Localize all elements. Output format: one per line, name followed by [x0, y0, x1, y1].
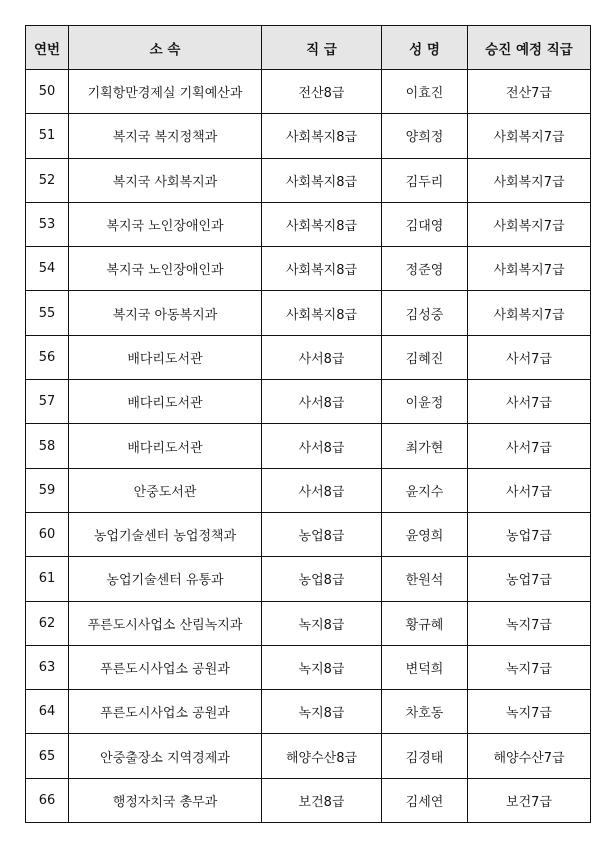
cell-name: 김세연	[382, 778, 468, 822]
cell-grade: 전산8급	[262, 70, 382, 114]
cell-next-grade: 사서7급	[468, 468, 591, 512]
cell-grade: 사회복지8급	[262, 247, 382, 291]
table-row	[26, 424, 591, 468]
cell-name: 김경태	[382, 734, 468, 778]
header-name: 성 명	[382, 26, 468, 70]
cell-no: 66	[26, 778, 69, 822]
cell-dept: 복지국 노인장애인과	[69, 247, 262, 291]
cell-name: 김혜진	[382, 335, 468, 379]
cell-grade: 보건8급	[262, 778, 382, 822]
cell-grade: 농업8급	[262, 512, 382, 556]
table-row	[26, 70, 591, 114]
cell-name: 김두리	[382, 158, 468, 202]
cell-next-grade: 사회복지7급	[468, 114, 591, 158]
cell-next-grade: 해양수산7급	[468, 734, 591, 778]
table-row	[26, 778, 591, 822]
promotion-table	[25, 25, 591, 823]
cell-grade: 사서8급	[262, 380, 382, 424]
table-row	[26, 601, 591, 645]
cell-next-grade: 사회복지7급	[468, 202, 591, 246]
cell-next-grade: 전산7급	[468, 70, 591, 114]
cell-dept: 푸른도시사업소 공원과	[69, 690, 262, 734]
cell-name: 이효진	[382, 70, 468, 114]
table-row	[26, 512, 591, 556]
cell-grade: 사서8급	[262, 335, 382, 379]
cell-next-grade: 농업7급	[468, 512, 591, 556]
cell-grade: 사서8급	[262, 468, 382, 512]
cell-dept: 푸른도시사업소 공원과	[69, 645, 262, 689]
cell-no: 59	[26, 468, 69, 512]
header-row	[26, 26, 591, 70]
cell-dept: 배다리도서관	[69, 380, 262, 424]
cell-dept: 안중출장소 지역경제과	[69, 734, 262, 778]
cell-grade: 해양수산8급	[262, 734, 382, 778]
cell-next-grade: 보건7급	[468, 778, 591, 822]
cell-next-grade: 사회복지7급	[468, 291, 591, 335]
cell-no: 65	[26, 734, 69, 778]
table-row	[26, 380, 591, 424]
header-no: 연번	[26, 26, 69, 70]
cell-name: 차호동	[382, 690, 468, 734]
cell-no: 57	[26, 380, 69, 424]
cell-dept: 배다리도서관	[69, 424, 262, 468]
table-row	[26, 557, 591, 601]
cell-name: 윤지수	[382, 468, 468, 512]
cell-dept: 복지국 노인장애인과	[69, 202, 262, 246]
cell-no: 55	[26, 291, 69, 335]
table-row	[26, 291, 591, 335]
table-row	[26, 468, 591, 512]
cell-name: 변덕희	[382, 645, 468, 689]
table-row	[26, 690, 591, 734]
cell-next-grade: 사회복지7급	[468, 158, 591, 202]
table-row	[26, 114, 591, 158]
cell-no: 64	[26, 690, 69, 734]
cell-grade: 녹지8급	[262, 601, 382, 645]
cell-name: 윤영희	[382, 512, 468, 556]
table-row	[26, 734, 591, 778]
cell-grade: 사회복지8급	[262, 114, 382, 158]
cell-no: 56	[26, 335, 69, 379]
cell-name: 최가현	[382, 424, 468, 468]
cell-no: 51	[26, 114, 69, 158]
cell-grade: 사서8급	[262, 424, 382, 468]
cell-next-grade: 녹지7급	[468, 645, 591, 689]
cell-name: 정준영	[382, 247, 468, 291]
table-row	[26, 202, 591, 246]
header-dept: 소 속	[69, 26, 262, 70]
cell-no: 53	[26, 202, 69, 246]
cell-name: 김대영	[382, 202, 468, 246]
cell-grade: 농업8급	[262, 557, 382, 601]
table-row	[26, 247, 591, 291]
cell-grade: 사회복지8급	[262, 202, 382, 246]
header-grade: 직 급	[262, 26, 382, 70]
header-next-grade: 승진 예정 직급	[468, 26, 591, 70]
cell-next-grade: 사서7급	[468, 424, 591, 468]
cell-dept: 복지국 아동복지과	[69, 291, 262, 335]
cell-grade: 녹지8급	[262, 645, 382, 689]
cell-dept: 농업기술센터 농업정책과	[69, 512, 262, 556]
cell-next-grade: 사서7급	[468, 335, 591, 379]
cell-name: 이윤정	[382, 380, 468, 424]
cell-no: 54	[26, 247, 69, 291]
cell-next-grade: 사서7급	[468, 380, 591, 424]
table-row	[26, 158, 591, 202]
cell-no: 63	[26, 645, 69, 689]
cell-no: 50	[26, 70, 69, 114]
cell-name: 한원석	[382, 557, 468, 601]
cell-no: 52	[26, 158, 69, 202]
table-row	[26, 335, 591, 379]
cell-name: 황규혜	[382, 601, 468, 645]
cell-name: 양희정	[382, 114, 468, 158]
cell-next-grade: 녹지7급	[468, 601, 591, 645]
cell-next-grade: 농업7급	[468, 557, 591, 601]
cell-no: 61	[26, 557, 69, 601]
cell-dept: 안중도서관	[69, 468, 262, 512]
cell-dept: 기획항만경제실 기획예산과	[69, 70, 262, 114]
cell-no: 60	[26, 512, 69, 556]
cell-dept: 복지국 사회복지과	[69, 158, 262, 202]
cell-no: 62	[26, 601, 69, 645]
cell-next-grade: 녹지7급	[468, 690, 591, 734]
cell-next-grade: 사회복지7급	[468, 247, 591, 291]
cell-dept: 복지국 복지정책과	[69, 114, 262, 158]
cell-dept: 행정자치국 총무과	[69, 778, 262, 822]
cell-dept: 푸른도시사업소 산림녹지과	[69, 601, 262, 645]
cell-grade: 사회복지8급	[262, 291, 382, 335]
cell-name: 김성중	[382, 291, 468, 335]
table-row	[26, 645, 591, 689]
table-header	[26, 26, 591, 70]
cell-grade: 녹지8급	[262, 690, 382, 734]
table-body	[26, 70, 591, 823]
cell-dept: 배다리도서관	[69, 335, 262, 379]
cell-dept: 농업기술센터 유통과	[69, 557, 262, 601]
cell-grade: 사회복지8급	[262, 158, 382, 202]
cell-no: 58	[26, 424, 69, 468]
